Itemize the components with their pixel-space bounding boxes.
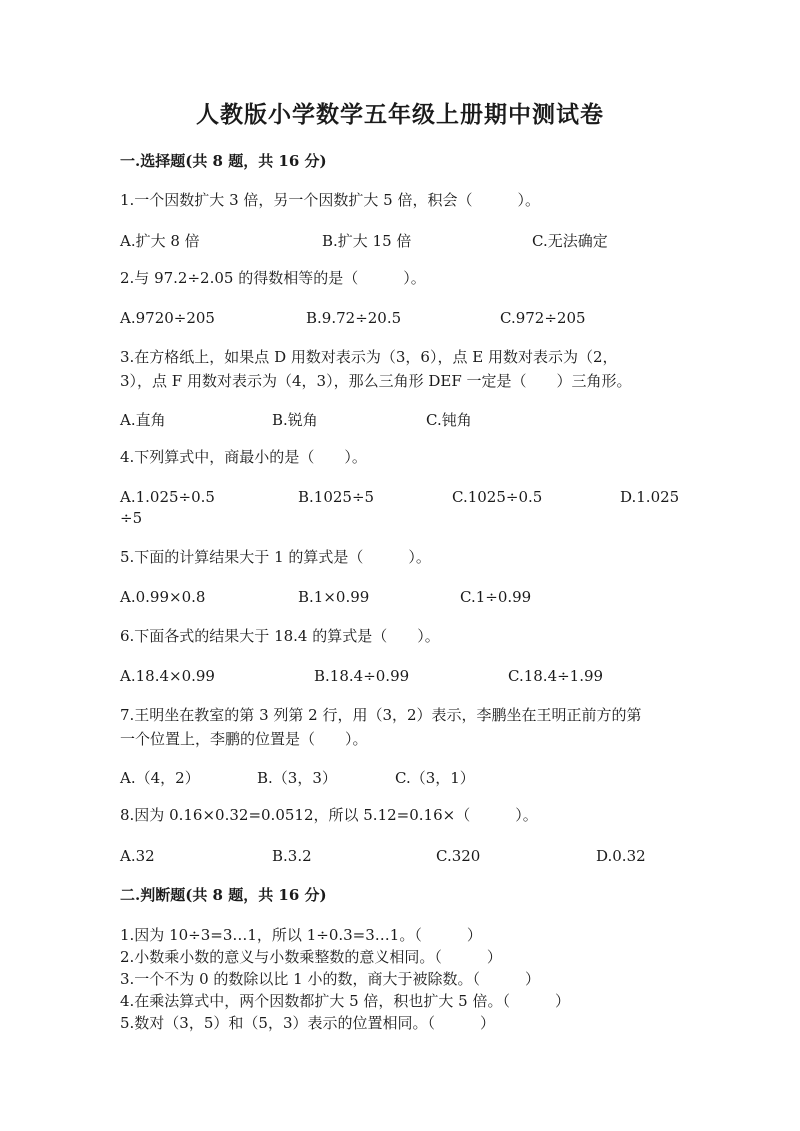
option-7c: C.（3，1） (395, 769, 475, 787)
judgement-item-4: 4.在乘法算式中，两个因数都扩大 5 倍，积也扩大 5 倍。（ ） (120, 992, 570, 1010)
option-6a: A.18.4×0.99 (120, 667, 215, 685)
option-7a: A.（4，2） (120, 769, 200, 787)
section-heading-choice: 一.选择题(共 8 题，共 16 分) (120, 152, 327, 170)
option-8c: C.320 (436, 847, 481, 865)
question-2: 2.与 97.2÷2.05 的得数相等的是（ ）。 (120, 269, 426, 287)
option-8d: D.0.32 (596, 847, 646, 865)
question-7: 7.王明坐在教室的第 3 列第 2 行，用（3，2）表示，李鹏坐在王明正前方的第 一个位置上，李鹏的位置是（ ）。 (120, 706, 642, 748)
option-4b: B.1025÷5 (298, 488, 375, 506)
option-8a: A.32 (120, 847, 155, 865)
option-8b: B.3.2 (272, 847, 312, 865)
judgement-item-3: 3.一个不为 0 的数除以比 1 小的数，商大于被除数。（ ） (120, 970, 540, 988)
judgement-item-2: 2.小数乘小数的意义与小数乘整数的意义相同。（ ） (120, 948, 502, 966)
option-3a: A.直角 (120, 411, 166, 429)
option-2c: C.972÷205 (500, 309, 586, 327)
question-6: 6.下面各式的结果大于 18.4 的算式是（ ）。 (120, 627, 440, 645)
option-4d: D.1.025 (620, 488, 680, 506)
option-1b: B.扩大 15 倍 (322, 232, 412, 250)
question-1: 1.一个因数扩大 3 倍，另一个因数扩大 5 倍，积会（ ）。 (120, 191, 540, 209)
option-2a: A.9720÷205 (120, 309, 215, 327)
section-heading-judgement: 二.判断题(共 8 题，共 16 分) (120, 886, 327, 904)
option-1a: A.扩大 8 倍 (120, 232, 200, 250)
judgement-item-5: 5.数对（3，5）和（5，3）表示的位置相同。（ ） (120, 1014, 495, 1032)
question-4: 4.下列算式中，商最小的是（ ）。 (120, 448, 367, 466)
option-7b: B.（3，3） (257, 769, 337, 787)
option-6b: B.18.4÷0.99 (314, 667, 410, 685)
option-5a: A.0.99×0.8 (120, 588, 206, 606)
option-2b: B.9.72÷20.5 (306, 309, 402, 327)
option-3b: B.锐角 (272, 411, 318, 429)
question-5: 5.下面的计算结果大于 1 的算式是（ ）。 (120, 548, 431, 566)
option-3c: C.钝角 (426, 411, 472, 429)
option-4d-continued: ÷5 (120, 509, 143, 527)
option-4a: A.1.025÷0.5 (120, 488, 215, 506)
question-8: 8.因为 0.16×0.32=0.0512，所以 5.12=0.16×（ ）。 (120, 806, 538, 824)
option-6c: C.18.4÷1.99 (508, 667, 604, 685)
option-4c: C.1025÷0.5 (452, 488, 543, 506)
option-1c: C.无法确定 (532, 232, 608, 250)
option-5c: C.1÷0.99 (460, 588, 532, 606)
page-title: 人教版小学数学五年级上册期中测试卷 (196, 101, 604, 128)
option-5b: B.1×0.99 (298, 588, 370, 606)
judgement-item-1: 1.因为 10÷3=3…1，所以 1÷0.3=3…1。（ ） (120, 926, 482, 944)
question-3: 3.在方格纸上，如果点 D 用数对表示为（3，6），点 E 用数对表示为（2， 3），点 F 用数对表示为（4，3），那么三角形 DEF 一定是（ ）三角形。 (120, 348, 632, 390)
